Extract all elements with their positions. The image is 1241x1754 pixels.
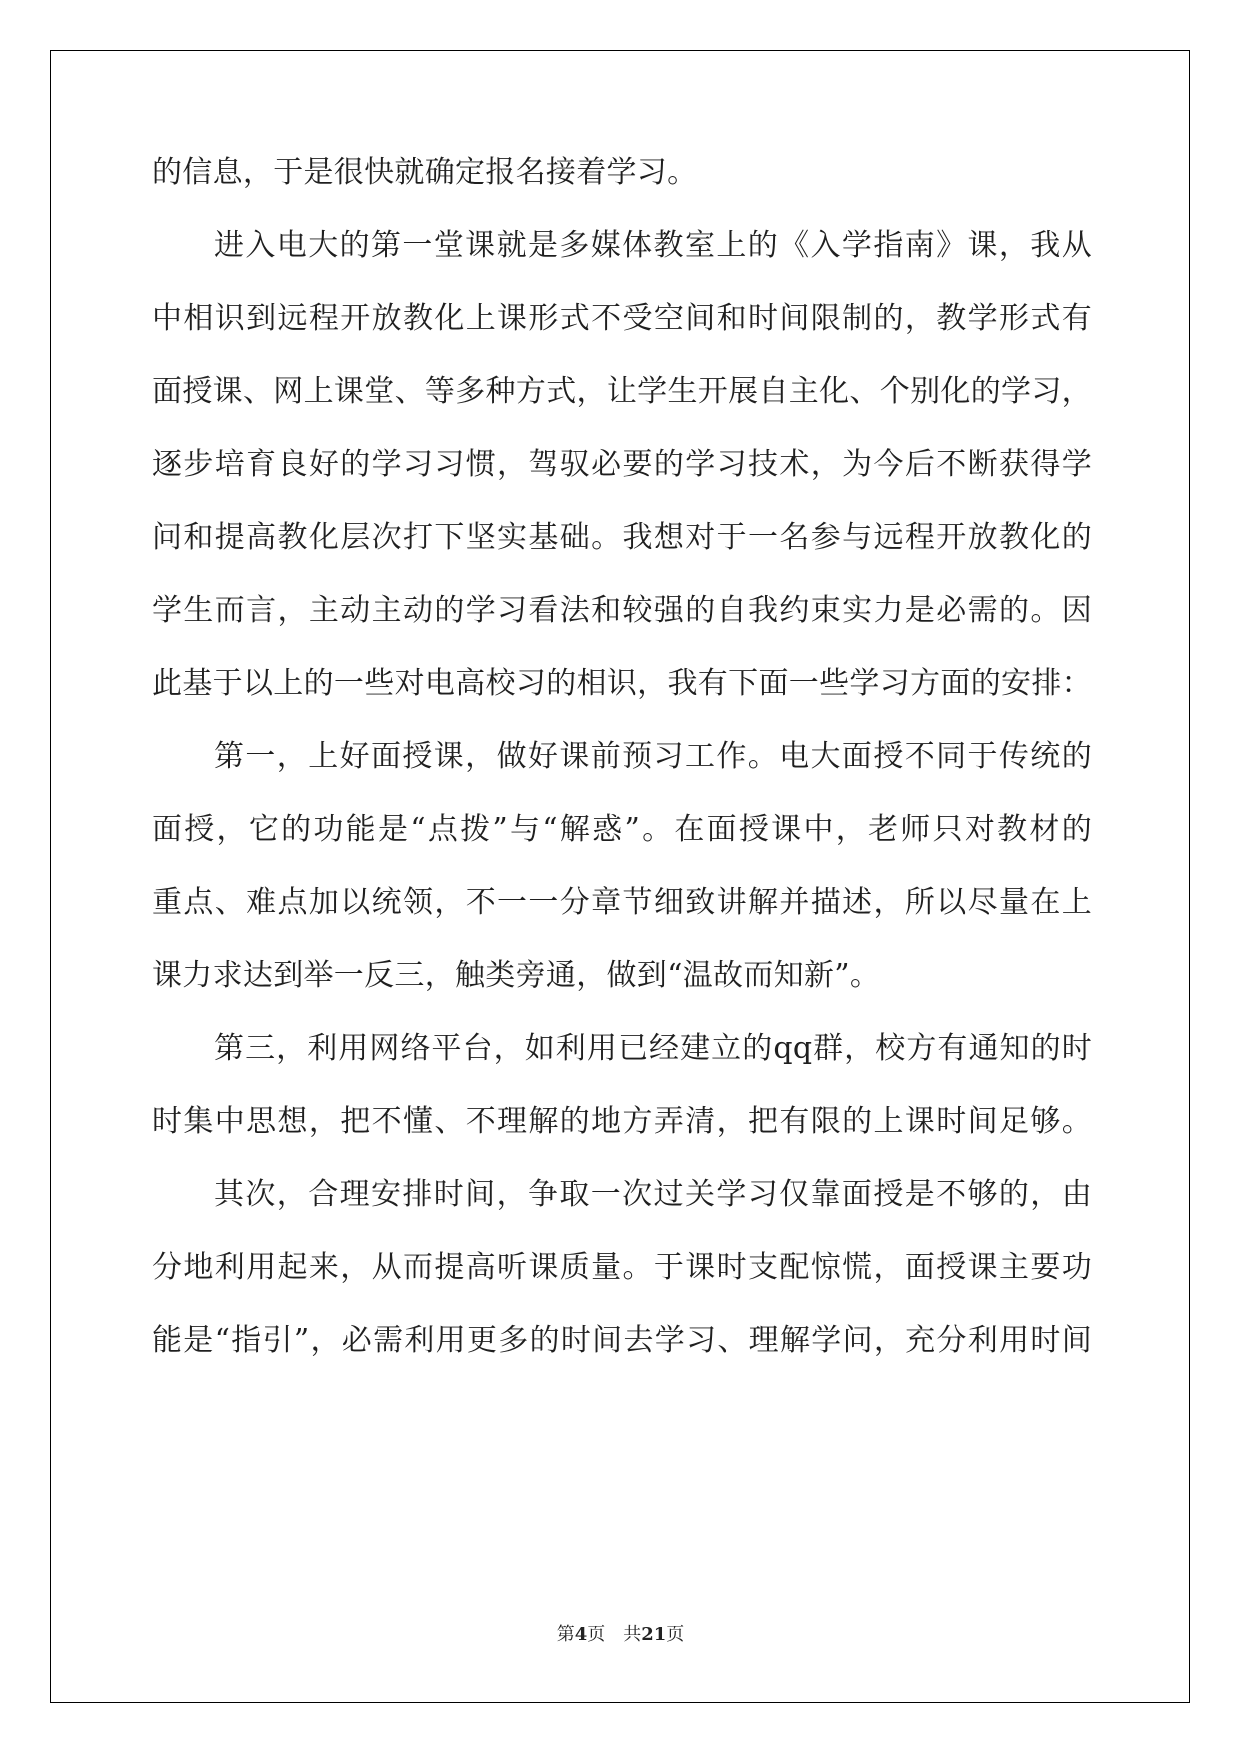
- text-line: 第三，利用网络平台，如利用已经建立的qq群，校方有通知的时: [214, 1031, 1092, 1066]
- text-line: 面授，它的功能是“点拨”与“解惑”。在面授课中，老师只对教材的: [152, 812, 1092, 847]
- text-line: 时集中思想，把不懂、不理解的地方弄清，把有限的上课时间足够。: [152, 1104, 1092, 1139]
- text-line: 逐步培育良好的学习习惯，驾驭必要的学习技术，为今后不断获得学: [152, 447, 1092, 482]
- footer-mid: 页 共: [587, 1624, 642, 1645]
- footer-suffix: 页: [666, 1624, 685, 1645]
- text-line: 面授课、网上课堂、等多种方式，让学生开展自主化、个别化的学习，: [152, 374, 1092, 409]
- page-footer: [0, 1620, 1241, 1646]
- text-line: 问和提高教化层次打下坚实基础。我想对于一名参与远程开放教化的: [152, 520, 1092, 555]
- text-line: 能是“指引”，必需利用更多的时间去学习、理解学问，充分利用时间: [152, 1323, 1092, 1358]
- total-pages-number: 21: [641, 1624, 667, 1645]
- footer-prefix: 第: [556, 1624, 575, 1645]
- text-line: 第一，上好面授课，做好课前预习工作。电大面授不同于传统的: [214, 739, 1092, 774]
- page-border: [50, 50, 1190, 1703]
- text-line: 的信息，于是很快就确定报名接着学习。: [152, 155, 698, 190]
- text-line: 进入电大的第一堂课就是多媒体教室上的《入学指南》课，我从: [214, 228, 1092, 263]
- text-line: 学生而言，主动主动的学习看法和较强的自我约束实力是必需的。因: [152, 593, 1092, 628]
- current-page-number: 4: [574, 1624, 588, 1645]
- text-line: 此基于以上的一些对电高校习的相识，我有下面一些学习方面的安排：: [152, 666, 1092, 701]
- text-line: 中相识到远程开放教化上课形式不受空间和时间限制的，教学形式有: [152, 301, 1092, 336]
- text-line: 课力求达到举一反三，触类旁通，做到“温故而知新”。: [152, 958, 881, 993]
- text-line: 重点、难点加以统领，不一一分章节细致讲解并描述，所以尽量在上: [152, 885, 1092, 920]
- text-line: 分地利用起来，从而提高听课质量。于课时支配惊慌，面授课主要功: [152, 1250, 1092, 1285]
- text-line: 其次，合理安排时间，争取一次过关学习仅靠面授是不够的，由: [214, 1177, 1092, 1212]
